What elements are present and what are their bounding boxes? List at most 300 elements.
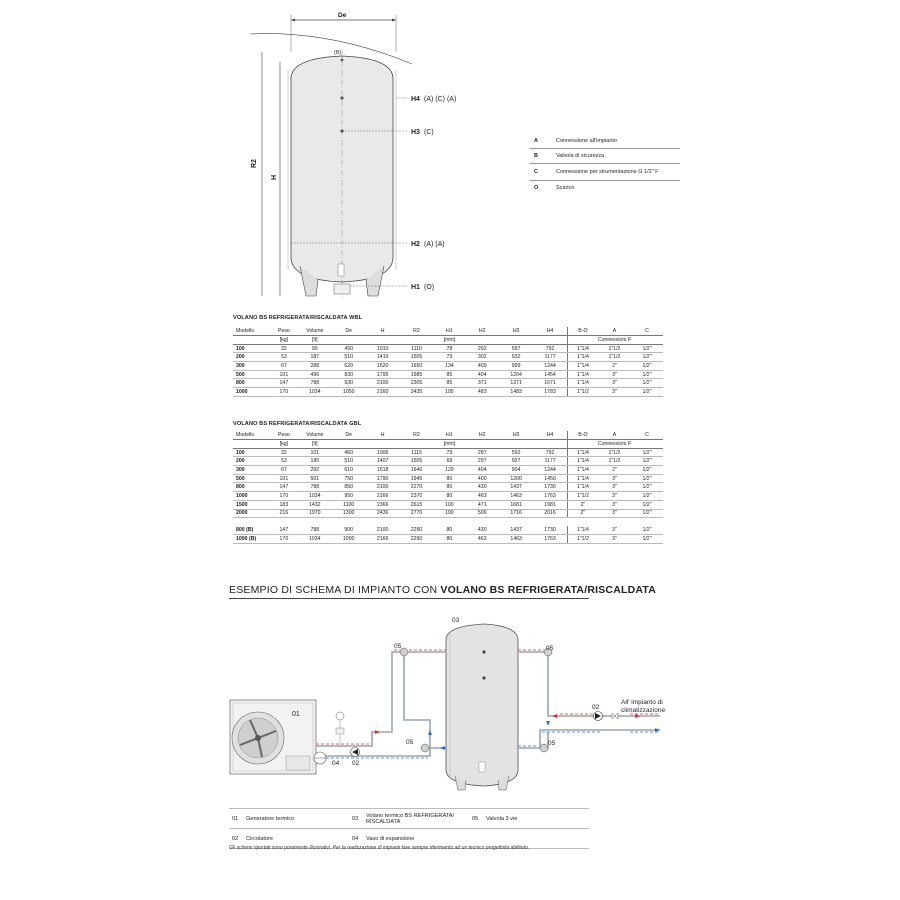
table-cell: 100 <box>433 509 465 518</box>
table-cell: 1"1/2 <box>598 353 631 362</box>
table-cell: 1"1/2 <box>598 344 631 353</box>
legend-row: B Valvola di sicurezza <box>530 149 680 164</box>
table-cell: 404 <box>465 466 499 475</box>
table-cell: Peso <box>277 328 290 334</box>
diagram-legend <box>229 808 589 849</box>
table-cell: 501 <box>298 474 332 483</box>
table-cell: 3" <box>598 500 631 509</box>
table-cell: 1/2" <box>631 492 663 501</box>
table-cell: 3" <box>598 534 631 543</box>
table-cell: 1518 <box>366 466 400 475</box>
table-cell: 73 <box>433 353 465 362</box>
table-cell: 2" <box>598 362 631 371</box>
table-cell: 792 <box>533 448 567 457</box>
table-row <box>233 388 663 397</box>
table-cell: 932 <box>499 353 533 362</box>
table-cell: 750 <box>332 474 366 483</box>
table-cell: 1244 <box>533 362 567 371</box>
table-cell: 32 <box>270 448 298 457</box>
table-cell: 200 <box>233 457 270 466</box>
table-cell: H4 <box>546 432 554 438</box>
table-cell: 3" <box>598 483 631 492</box>
table-cell: 200 <box>233 353 270 362</box>
table-cell <box>499 336 533 345</box>
tag-05-a: 05 <box>394 643 402 650</box>
table-cell: 1500 <box>233 500 270 509</box>
table-cell: 1671 <box>533 379 567 388</box>
table-cell: 1730 <box>533 483 567 492</box>
table-cell: 287 <box>465 448 499 457</box>
table-cell: H3 <box>512 328 520 334</box>
table-cell: Modello <box>236 432 255 438</box>
table-cell: H3 <box>512 432 520 438</box>
table-row <box>233 483 663 492</box>
legend-row: A Connessione all'impianto <box>530 134 680 149</box>
table-cell: 1505 <box>400 353 434 362</box>
legend-row: C Connessione per strumentazione G 1/2" F <box>530 164 680 181</box>
table-cell: 463 <box>465 492 499 501</box>
diagram-title-rule <box>229 598 589 599</box>
table-cell: 80 <box>433 526 465 534</box>
table-header-row <box>233 431 663 440</box>
table-cell: 170 <box>270 492 298 501</box>
table-cell: 2166 <box>366 534 400 543</box>
table-cell: 1"1/2 <box>567 534 597 543</box>
outlet-label-2: climatizzazione <box>621 707 666 714</box>
table-cell: 1/2" <box>631 344 663 353</box>
table-cell: 2305 <box>400 379 434 388</box>
table-cell <box>499 440 533 449</box>
table-row <box>233 344 663 353</box>
table-wbl-title: VOLANO BS REFRIGERATA/RISCALDATA WBL <box>233 315 363 321</box>
table-cell: 371 <box>465 379 499 388</box>
table-cell <box>533 440 567 449</box>
outlet-label-1: All' impianto di <box>621 699 663 706</box>
table-cell: 830 <box>332 370 366 379</box>
table-cell: 1/2" <box>631 526 663 534</box>
table-cell: 2370 <box>400 492 434 501</box>
table-cell: 170 <box>270 388 298 397</box>
table-cell: [lt] <box>298 336 332 345</box>
table-cell: 1/2" <box>631 466 663 475</box>
table-cell: H <box>380 328 385 334</box>
tank-dimension-drawing <box>230 5 530 305</box>
table-cell: 147 <box>270 526 298 534</box>
table-cell: 2435 <box>400 388 434 397</box>
table-cell: Volume <box>306 432 324 438</box>
diagram-legend-row: 02 Circolatore 04 Vaso di espansione <box>229 828 589 849</box>
table-cell: 463 <box>465 534 499 543</box>
table-cell: 3" <box>598 492 631 501</box>
b-label: (B) <box>334 50 342 56</box>
table-cell: 300 <box>233 362 270 371</box>
table-cell: 471 <box>465 500 499 509</box>
table-wbl <box>233 327 663 397</box>
table-cell: 404 <box>465 370 499 379</box>
table-gap <box>233 518 663 527</box>
table-cell: 90 <box>298 344 332 353</box>
table-cell: 1244 <box>533 466 567 475</box>
table-cell: 800 <box>233 483 270 492</box>
table-cell: 67 <box>270 362 298 371</box>
table-cell: 100 <box>233 344 270 353</box>
table-cell: 1100 <box>332 500 366 509</box>
table-cell: 101 <box>270 474 298 483</box>
table-cell: Connessioni F <box>597 440 632 447</box>
table-row <box>233 466 663 475</box>
table-cell: 430 <box>465 526 499 534</box>
table-cell: 292 <box>465 344 499 353</box>
table-cell: 460 <box>332 448 366 457</box>
table-cell: 1454 <box>533 370 567 379</box>
table-cell: 1716 <box>499 509 533 518</box>
table-cell: 1432 <box>298 500 332 509</box>
table-cell: B-O <box>567 327 597 336</box>
table-cell: 1/2" <box>631 379 663 388</box>
table-cell: 170 <box>270 534 298 543</box>
table-cell: 500 <box>233 474 270 483</box>
table-cell: 1981 <box>533 500 567 509</box>
table-cell: 792 <box>533 344 567 353</box>
table-cell: 1437 <box>499 526 533 534</box>
table-cell: 1681 <box>499 500 533 509</box>
h1-label: H1 <box>411 284 420 291</box>
r2-label: R2 <box>251 159 258 168</box>
table-cell: 2016 <box>533 509 567 518</box>
table-cell: 32 <box>270 344 298 353</box>
table-cell: 1/2" <box>631 362 663 371</box>
table-cell: 73 <box>433 448 465 457</box>
disclaimer-note: Gli schemi riportati sono puramente illustrativi. Per la realizzazione di impianti fare sempre riferimento ad un tecnico progettista abilitato. <box>229 845 530 851</box>
table-cell: 2270 <box>400 483 434 492</box>
h2-label: H2 <box>411 241 420 248</box>
table-cell: 1"1/2 <box>567 492 597 501</box>
table-cell: 78 <box>433 344 465 353</box>
table-cell: 1006 <box>366 448 400 457</box>
table-cell: 53 <box>270 353 298 362</box>
table-row <box>233 448 663 457</box>
table-cell: 85 <box>433 379 465 388</box>
table-cell: 1"1/4 <box>567 379 597 388</box>
table-cell: 1"1/2 <box>598 448 631 457</box>
table-cell: 1/2" <box>631 353 663 362</box>
table-cell: 1437 <box>499 483 533 492</box>
table-cell: 1/2" <box>631 370 663 379</box>
table-cell: 100 <box>233 448 270 457</box>
table-cell: 1"1/4 <box>567 466 597 475</box>
table-cell: 1"1/4 <box>567 526 597 534</box>
table-cell: 1034 <box>298 388 332 397</box>
table-cell: 1000 <box>332 534 366 543</box>
table-cell: 1115 <box>400 448 434 457</box>
table-cell: 999 <box>499 362 533 371</box>
plant-scheme-diagram <box>225 610 675 800</box>
de-label: De <box>338 12 347 19</box>
table-row <box>233 509 663 518</box>
h4-conn: (A) (C) (A) <box>424 96 457 103</box>
table-cell: 1050 <box>332 388 366 397</box>
table-gbl <box>233 431 663 544</box>
table-cell: 1790 <box>366 474 400 483</box>
table-cell <box>631 336 663 345</box>
h-label: H <box>271 174 278 180</box>
table-cell: 2" <box>598 466 631 475</box>
tag-02-a: 02 <box>352 760 360 767</box>
table-cell: 1483 <box>499 388 533 397</box>
table-cell: 100 <box>433 500 465 509</box>
table-row <box>233 362 663 371</box>
table-cell: 788 <box>298 379 332 388</box>
table-cell: 483 <box>465 388 499 397</box>
table-cell: 1650 <box>400 362 434 371</box>
table-cell: 620 <box>332 362 366 371</box>
table-cell: 1/2" <box>631 474 663 483</box>
table-cell: [mm] <box>433 440 465 449</box>
table-cell: 80 <box>433 483 465 492</box>
table-row <box>233 370 663 379</box>
h4-label: H4 <box>411 96 420 103</box>
table-cell <box>332 336 366 345</box>
table-row <box>233 457 663 466</box>
table-cell: 1"1/4 <box>567 353 597 362</box>
table-cell: 300 <box>233 466 270 475</box>
table-cell: 2" <box>567 500 597 509</box>
table-cell: 2100 <box>366 526 400 534</box>
table-cell: 2166 <box>366 492 400 501</box>
table-cell: 67 <box>270 466 298 475</box>
table-cell: 147 <box>270 483 298 492</box>
table-cell: 597 <box>499 344 533 353</box>
table-cell: 430 <box>465 483 499 492</box>
legend-row: O Scarico <box>534 185 575 191</box>
table-cell: 1000 <box>233 388 270 397</box>
table-cell: 1520 <box>366 362 400 371</box>
table-cell: H2 <box>478 328 486 334</box>
table-cell: 1463 <box>499 534 533 543</box>
table-cell: B-O <box>567 431 597 440</box>
table-cell: 1/2" <box>631 483 663 492</box>
table-cell: 1783 <box>533 388 567 397</box>
table-cell: 101 <box>270 370 298 379</box>
tag-05-d: 05 <box>548 740 556 747</box>
table-cell: 2100 <box>366 483 400 492</box>
table-cell: 510 <box>332 457 366 466</box>
table-cell: 2" <box>567 509 597 518</box>
table-cell: 183 <box>270 500 298 509</box>
table-cell: 105 <box>433 388 465 397</box>
table-cell: 1"1/2 <box>567 388 597 397</box>
table-cell: H1 <box>446 328 453 334</box>
table-cell: 927 <box>499 457 533 466</box>
table-cell <box>400 336 434 345</box>
table-cell: 510 <box>332 353 366 362</box>
table-cell: [kg] <box>270 440 298 449</box>
tag-01: 01 <box>292 711 300 718</box>
table-cell: H1 <box>446 432 453 438</box>
table-cell: 3" <box>598 388 631 397</box>
table-row <box>233 492 663 501</box>
table-cell: 3" <box>598 509 631 518</box>
table-cell: 2160 <box>366 388 400 397</box>
table-cell: R2 <box>413 328 420 334</box>
table-cell: C <box>645 432 649 438</box>
table-cell: 1505 <box>400 457 434 466</box>
table-cell: 800 (B) <box>233 526 270 534</box>
table-cell: 1"1/4 <box>567 448 597 457</box>
table-cell: 1"1/4 <box>567 362 597 371</box>
table-cell: [mm] <box>433 336 465 345</box>
diagram-legend-row: 01 Generatore termico 03 Volano termico BS REFRIGERATA/ RISCALDATA 05 Valvola 3 vie <box>229 808 589 828</box>
table-cell: 400 <box>465 474 499 483</box>
table-cell: 3" <box>598 370 631 379</box>
table-cell: 292 <box>298 466 332 475</box>
table-cell: 409 <box>465 362 499 371</box>
table-cell: 1"1/4 <box>567 344 597 353</box>
table-cell: 592 <box>499 448 533 457</box>
table-cell <box>567 440 597 449</box>
table-cell: A <box>612 432 617 438</box>
table-cell: 1110 <box>400 344 434 353</box>
table-cell: 1/2" <box>631 448 663 457</box>
table-cell: 297 <box>465 457 499 466</box>
table-cell: 1407 <box>366 457 400 466</box>
table-cell: 2366 <box>366 500 400 509</box>
table-cell: 2100 <box>366 379 400 388</box>
table-cell: 1/2" <box>631 457 663 466</box>
table-cell: De <box>345 328 353 334</box>
table-cell: 1"1/4 <box>567 370 597 379</box>
table-cell: 1"1/4 <box>567 457 597 466</box>
diagram-title: ESEMPIO DI SCHEMA DI IMPIANTO CON VOLANO BS REFRIGERATA/RISCALDATA <box>229 584 657 596</box>
table-cell: 1"1/4 <box>567 483 597 492</box>
table-cell: 1000 <box>233 492 270 501</box>
table-unit-row <box>233 336 663 345</box>
table-cell: 2770 <box>400 509 434 518</box>
h1-conn: (O) <box>424 284 435 291</box>
table-cell: 1985 <box>400 370 434 379</box>
table-cell: 1034 <box>298 492 332 501</box>
table-cell: 2000 <box>233 509 270 518</box>
table-cell: 101 <box>298 448 332 457</box>
table-cell: 1795 <box>366 370 400 379</box>
tag-03: 03 <box>452 617 460 624</box>
table-cell: 1204 <box>499 370 533 379</box>
table-cell: 1/2" <box>631 534 663 543</box>
h3-conn: (C) <box>424 129 434 136</box>
table-cell: 190 <box>298 457 332 466</box>
table-cell: Modello <box>236 328 255 334</box>
table-row <box>233 379 663 388</box>
table-cell: 2436 <box>366 509 400 518</box>
table-cell: 1410 <box>366 353 400 362</box>
table-cell <box>233 336 270 345</box>
table-cell: 610 <box>332 466 366 475</box>
table-cell: 80 <box>433 492 465 501</box>
table-cell: 147 <box>270 379 298 388</box>
table-cell: 85 <box>433 370 465 379</box>
table-cell: 850 <box>332 483 366 492</box>
tag-02-b: 02 <box>592 704 600 711</box>
table-row <box>233 500 663 509</box>
table-cell: 1371 <box>499 379 533 388</box>
table-cell: 80 <box>433 474 465 483</box>
table-cell: 904 <box>499 466 533 475</box>
table-cell: 3" <box>598 526 631 534</box>
table-cell: Connessioni F <box>597 336 632 343</box>
table-cell: Volume <box>306 328 324 334</box>
table-cell <box>567 336 597 345</box>
table-cell: 1200 <box>499 474 533 483</box>
table-unit-row <box>233 440 663 449</box>
table-cell: H4 <box>546 328 554 334</box>
table-row <box>233 474 663 483</box>
table-cell: 450 <box>332 344 366 353</box>
h2-conn: (A) (A) <box>424 241 445 248</box>
table-cell: 288 <box>298 362 332 371</box>
table-cell <box>332 440 366 449</box>
table-cell: 500 <box>233 370 270 379</box>
table-cell: 496 <box>298 370 332 379</box>
table-cell: 2615 <box>400 500 434 509</box>
table-cell: 506 <box>465 509 499 518</box>
table-header-row <box>233 327 663 336</box>
table-cell: 216 <box>270 509 298 518</box>
table-cell: Peso <box>277 432 290 438</box>
h3-label: H3 <box>411 129 420 136</box>
table-cell <box>465 336 499 345</box>
table-cell: 129 <box>433 466 465 475</box>
table-cell: 3" <box>598 379 631 388</box>
table-cell <box>233 440 270 449</box>
table-cell: 1177 <box>533 353 567 362</box>
table-cell: H2 <box>478 432 486 438</box>
table-cell: 1730 <box>533 526 567 534</box>
table-row <box>233 353 663 362</box>
table-cell: 1970 <box>298 509 332 518</box>
tag-05-c: 05 <box>406 739 414 746</box>
table-cell: 1763 <box>533 492 567 501</box>
table-cell: 950 <box>332 492 366 501</box>
table-cell: 1034 <box>298 534 332 543</box>
table-cell: 1463 <box>499 492 533 501</box>
table-cell: 1300 <box>332 509 366 518</box>
table-cell: 2290 <box>400 534 434 543</box>
table-row <box>233 526 663 534</box>
table-cell <box>366 440 400 449</box>
table-cell: 788 <box>298 483 332 492</box>
table-cell: 1000 (B) <box>233 534 270 543</box>
table-cell: 68 <box>433 457 465 466</box>
table-cell: [lt] <box>298 440 332 449</box>
table-cell: 1"1/2 <box>598 457 631 466</box>
table-cell: 1010 <box>366 344 400 353</box>
table-cell: 1945 <box>400 474 434 483</box>
table-cell: H <box>380 432 385 438</box>
table-cell: De <box>345 432 353 438</box>
table-cell: 3" <box>598 474 631 483</box>
table-cell: 930 <box>332 379 366 388</box>
table-cell: 1763 <box>533 534 567 543</box>
table-cell <box>366 336 400 345</box>
table-cell <box>400 440 434 449</box>
table-cell: 788 <box>298 526 332 534</box>
table-cell: [kg] <box>270 336 298 345</box>
table-cell: 1450 <box>533 474 567 483</box>
table-cell: R2 <box>413 432 420 438</box>
table-cell <box>465 440 499 449</box>
table-cell: 80 <box>433 534 465 543</box>
tag-05-b: 05 <box>546 645 554 652</box>
